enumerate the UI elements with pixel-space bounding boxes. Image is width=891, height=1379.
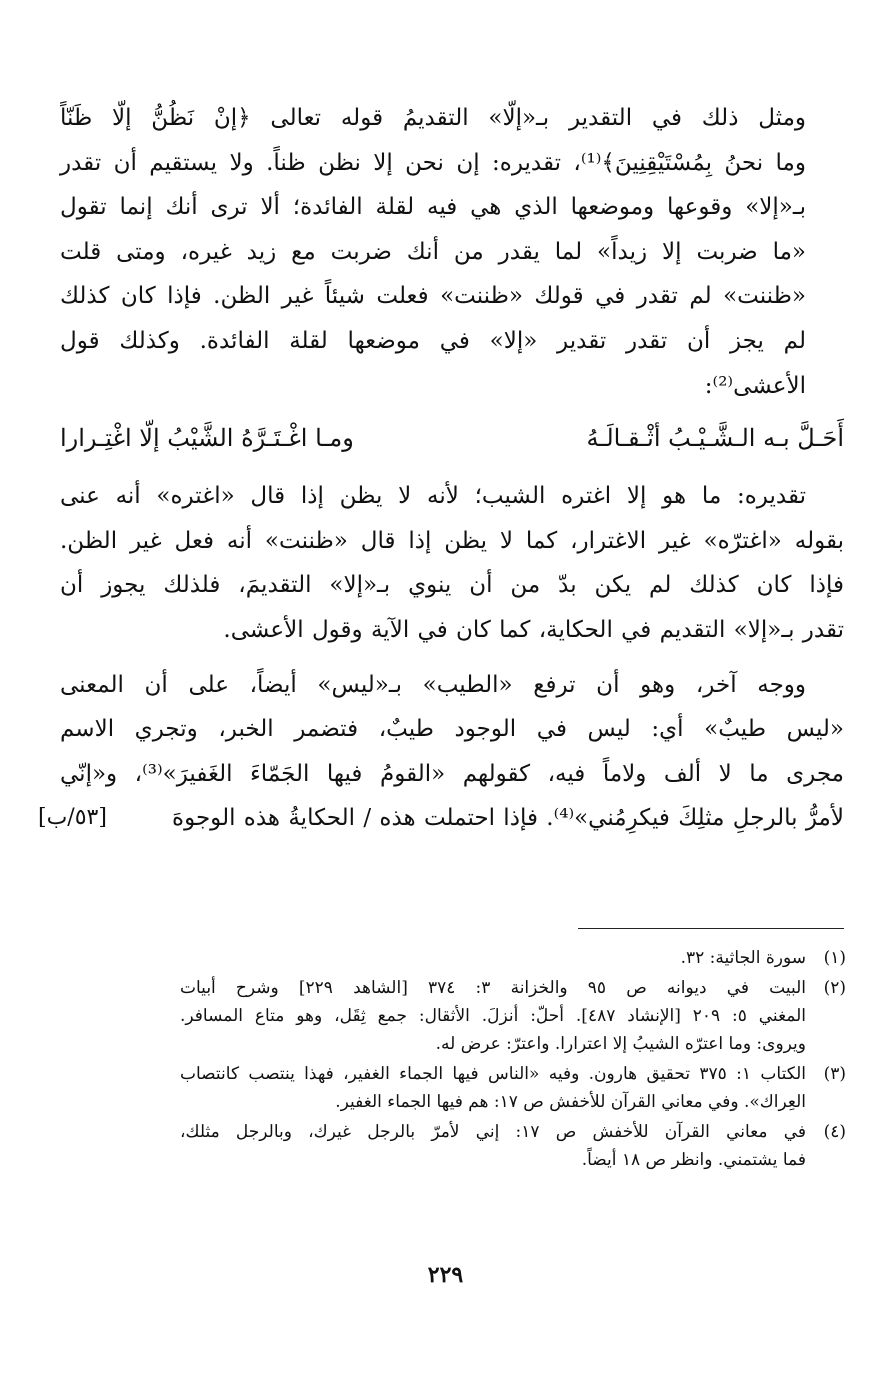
text-line-content: لأمرُّ بالرجلِ مثلِكَ فيكرِمُني»⁽⁴⁾. فإذا احتملت هذه / الحكايةُ هذه الوجوهَ (172, 805, 844, 832)
footnote-line: المغني ٥: ٢٠٩ [الإنشاد ٤٨٧]. أحلّ: أنزلَ. الأثقال: جمع ثِقَل، وهو متاع المسافر. (180, 1006, 806, 1026)
footnote-number: (٣) (823, 1064, 846, 1084)
footnote-1 (180, 944, 846, 972)
text-line: «ليس طيبٌ» أي: ليس في الوجود طيبٌ، فتضمر الخبر، وتجري الاسم (60, 716, 844, 743)
text-line: لم يجز أن تقدر تقدير «إلا» في موضعها لقلة الفائدة. وكذلك قول (60, 327, 806, 354)
manuscript-folio-mark: [٥٣/ب] (38, 805, 107, 831)
text-line: وما نحنُ بِمُسْتَيْقِنِينَ﴾⁽¹⁾، تقديره: إن نحن إلا نظن ظناً. ولا يستقيم أن تقدر (60, 149, 806, 176)
footnote-2 (180, 974, 846, 1058)
text-line: الأعشى⁽²⁾: (704, 372, 806, 399)
paragraph-1 (60, 96, 844, 408)
footnote-line: سورة الجاثية: ٣٢. (680, 948, 806, 968)
verse-second-hemistich: ومـا اغْـتَـرَّهُ الشَّيْبُ إلّا اغْتِـرارا (60, 424, 354, 453)
footnote-line: في معاني القرآن للأخفش ص ١٧: إني لأمرّ بالرجل غيرك، وبالرجل مثلك، (180, 1122, 806, 1142)
page-number: ٢٢٩ (427, 1262, 464, 1288)
paragraph-3 (38, 663, 844, 841)
text-line: ومثل ذلك في التقدير بـ«إلّا» التقديمُ قوله تعالى ﴿إنْ نَظُنُّ إلّا ظَنّاً (60, 105, 806, 131)
footnote-number: (١) (823, 948, 846, 968)
footnote-text (180, 1060, 806, 1116)
text-line: بـ«إلا» وقوعها وموضعها الذي هي فيه لقلة الفائدة؛ ألا ترى أنك إنما تقول (60, 194, 806, 221)
footnote-line: العِراك». وفي معاني القرآن للأخفش ص ١٧: هم فيها الجماء الغفير. (335, 1092, 806, 1112)
footnote-text (180, 974, 806, 1058)
text-line: «ما ضربت إلا زيداً» لما يقدر من أنك ضربت مع زيد غيره، ومتى قلت (60, 238, 806, 265)
main-text (38, 96, 844, 841)
footnote-line: فما يشتمني. وانظر ص ١٨ أيضاً. (581, 1150, 806, 1170)
text-line: فإذا كان كذلك لم يكن بدّ من أن ينوي بـ«إلا» التقديمَ، فلذلك يجوز أن (60, 572, 844, 599)
footnote-number: (٢) (823, 978, 846, 998)
poetry-verse (60, 412, 844, 464)
text-line: مجرى ما لا ألف ولاماً فيه، كقولهم «القومُ فيها الجَمّاءَ الغَفيرَ»⁽³⁾، و«إنّي (60, 760, 844, 787)
footnote-3 (180, 1060, 846, 1116)
text-line (38, 796, 844, 841)
footnote-line: الكتاب ١: ٣٧٥ تحقيق هارون. وفيه «الناس فيها الجماء الغفير، فهذا ينتصب كانتصاب (180, 1064, 806, 1084)
footnote-separator (578, 928, 844, 929)
footnotes (180, 944, 846, 1176)
verse-first-hemistich: أَحَـلَّ بـه الـشَّـيْـبُ أثْـقـالَـهُ (586, 424, 844, 453)
footnote-text (180, 1118, 806, 1174)
text-line: ووجه آخر، وهو أن ترفع «الطيب» بـ«ليس» أيضاً، على أن المعنى (60, 671, 806, 698)
footnote-text (180, 944, 806, 972)
footnote-number: (٤) (823, 1122, 846, 1142)
paragraph-2 (60, 474, 844, 652)
text-line: «ظننت» لم تقدر في قولك «ظننت» فعلت شيئاً غير الظن. فإذا كان كذلك (60, 283, 806, 310)
footnote-4 (180, 1118, 846, 1174)
footnote-line: البيت في ديوانه ص ٩٥ والخزانة ٣: ٣٧٤ [الشاهد ٢٢٩] وشرح أبيات (180, 978, 807, 998)
text-line: بقوله «اغترّه» غير الاغترار، كما لا يظن إذا قال «ظننت» أنه فعل غير الظن. (60, 527, 844, 554)
text-line: تقديره: ما هو إلا اغتره الشيب؛ لأنه لا يظن إذا قال «اغتره» أنه عنى (60, 483, 806, 510)
text-line: تقدر بـ«إلا» التقديم في الحكاية، كما كان في الآية وقول الأعشى. (223, 616, 844, 643)
footnote-line: ويروى: وما اعترّه الشيبُ إلا اعترارا. واعترّ: عرض له. (435, 1034, 806, 1054)
